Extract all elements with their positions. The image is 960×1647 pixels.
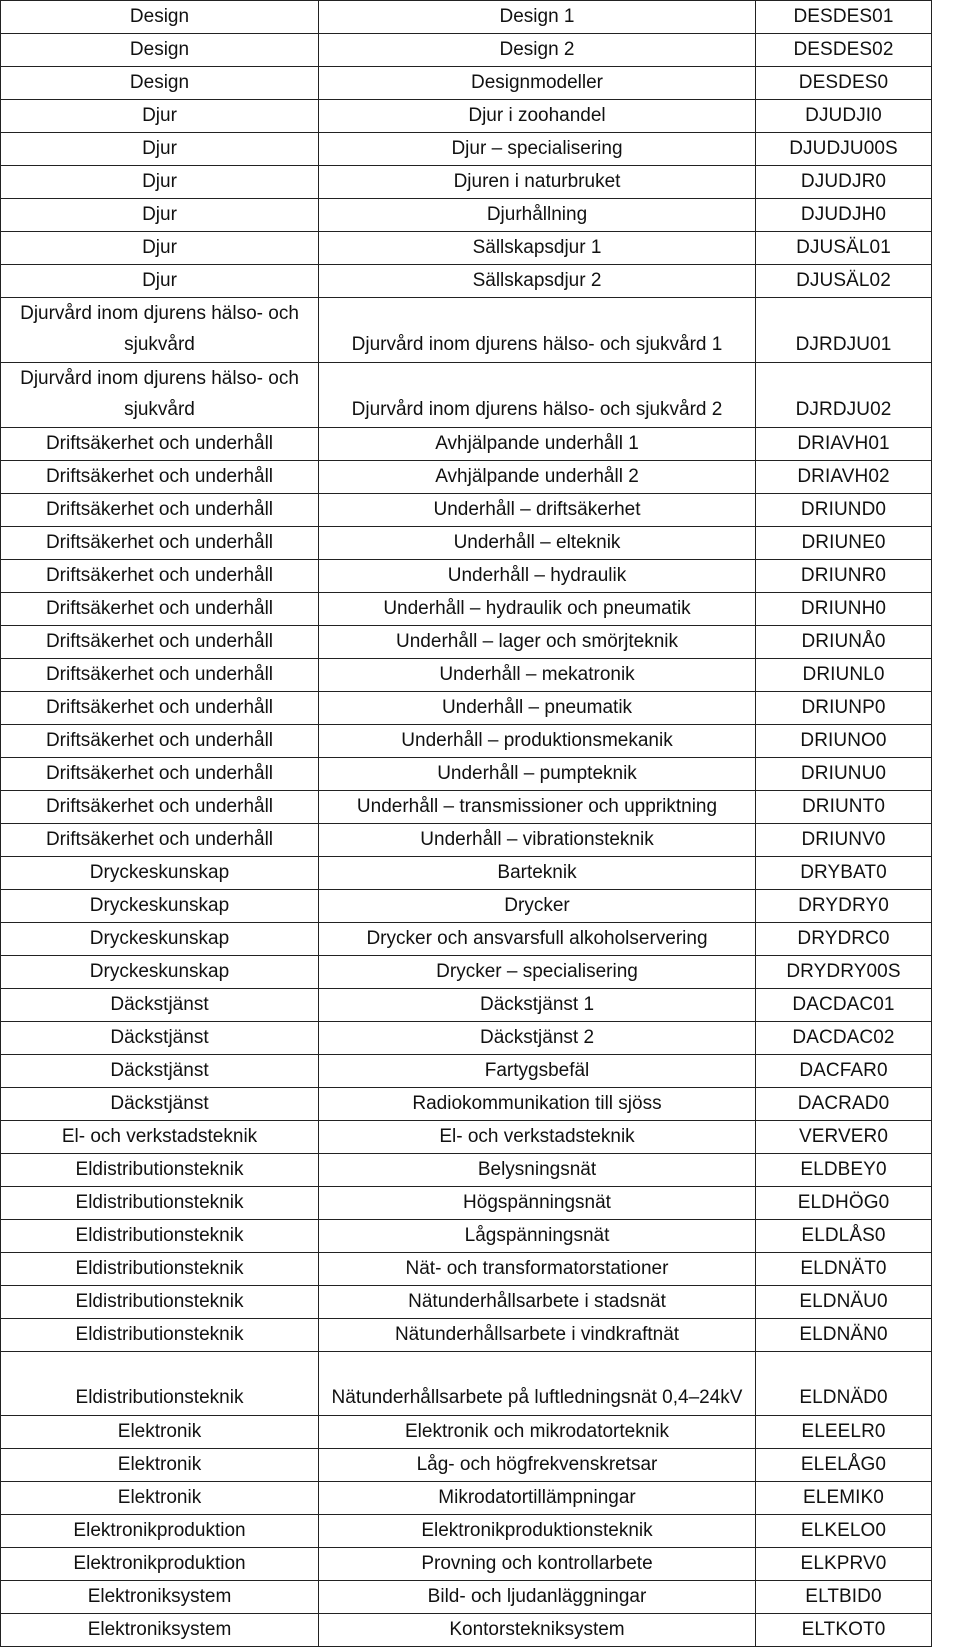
- code-cell: DJUSÄL02: [756, 265, 932, 298]
- code-cell: ELEELR0: [756, 1416, 932, 1449]
- course-cell: Sällskapsdjur 1: [319, 232, 756, 265]
- code-cell: DRYDRY0: [756, 890, 932, 923]
- code-cell: DRIUNP0: [756, 692, 932, 725]
- subject-cell: Djurvård inom djurens hälso- och sjukvård: [1, 363, 319, 428]
- code-cell: DJUDJR0: [756, 166, 932, 199]
- course-cell: Provning och kontrollarbete: [319, 1548, 756, 1581]
- code-cell: ELDNÄT0: [756, 1253, 932, 1286]
- course-cell: Nät- och transformatorstationer: [319, 1253, 756, 1286]
- course-cell: Radiokommunikation till sjöss: [319, 1088, 756, 1121]
- course-cell: Nätunderhållsarbete i vindkraftnät: [319, 1319, 756, 1352]
- table-row: [1, 560, 932, 593]
- table-row: [1, 232, 932, 265]
- course-cell: Belysningsnät: [319, 1154, 756, 1187]
- table-row: [1, 363, 932, 428]
- course-cell: Låg- och högfrekvenskretsar: [319, 1449, 756, 1482]
- code-cell: DACDAC02: [756, 1022, 932, 1055]
- subject-cell: Eldistributionsteknik: [1, 1352, 319, 1416]
- code-cell: DACRAD0: [756, 1088, 932, 1121]
- course-cell: Högspänningsnät: [319, 1187, 756, 1220]
- course-cell: El- och verkstadsteknik: [319, 1121, 756, 1154]
- subject-cell: Driftsäkerhet och underhåll: [1, 593, 319, 626]
- code-cell: DRIUNT0: [756, 791, 932, 824]
- code-cell: DJUDJU00S: [756, 133, 932, 166]
- course-cell: Djurhållning: [319, 199, 756, 232]
- subject-cell: Djur: [1, 199, 319, 232]
- subject-cell: Elektronikproduktion: [1, 1515, 319, 1548]
- code-cell: DRIAVH01: [756, 428, 932, 461]
- table-row: [1, 1416, 932, 1449]
- table-row: [1, 494, 932, 527]
- subject-cell: Driftsäkerhet och underhåll: [1, 626, 319, 659]
- course-table-body: [1, 1, 932, 1647]
- subject-cell: Driftsäkerhet och underhåll: [1, 725, 319, 758]
- code-cell: DRYBAT0: [756, 857, 932, 890]
- code-cell: DRIUNV0: [756, 824, 932, 857]
- table-row: [1, 1352, 932, 1416]
- subject-cell: Eldistributionsteknik: [1, 1187, 319, 1220]
- course-cell: Underhåll – lager och smörjteknik: [319, 626, 756, 659]
- table-row: [1, 1253, 932, 1286]
- course-cell: Mikrodatortillämpningar: [319, 1482, 756, 1515]
- code-cell: ELDNÄN0: [756, 1319, 932, 1352]
- subject-cell: Eldistributionsteknik: [1, 1220, 319, 1253]
- code-cell: DRIUNU0: [756, 758, 932, 791]
- course-cell: Däckstjänst 2: [319, 1022, 756, 1055]
- table-row: [1, 100, 932, 133]
- table-row: [1, 1154, 932, 1187]
- subject-cell: Eldistributionsteknik: [1, 1253, 319, 1286]
- table-row: [1, 1, 932, 34]
- table-row: [1, 133, 932, 166]
- course-cell: Djuren i naturbruket: [319, 166, 756, 199]
- course-cell: Designmodeller: [319, 67, 756, 100]
- table-row: [1, 1187, 932, 1220]
- course-cell: Sällskapsdjur 2: [319, 265, 756, 298]
- table-row: [1, 34, 932, 67]
- table-row: [1, 1449, 932, 1482]
- subject-cell: Däckstjänst: [1, 989, 319, 1022]
- code-cell: VERVER0: [756, 1121, 932, 1154]
- table-row: [1, 166, 932, 199]
- code-cell: DRIUND0: [756, 494, 932, 527]
- code-cell: DRIUNO0: [756, 725, 932, 758]
- table-row: [1, 298, 932, 363]
- course-cell: Design 2: [319, 34, 756, 67]
- subject-cell: El- och verkstadsteknik: [1, 1121, 319, 1154]
- course-cell: Däckstjänst 1: [319, 989, 756, 1022]
- code-cell: DESDES0: [756, 67, 932, 100]
- table-row: [1, 1515, 932, 1548]
- subject-cell: Dryckeskunskap: [1, 857, 319, 890]
- table-row: [1, 527, 932, 560]
- table-row: [1, 659, 932, 692]
- table-row: [1, 890, 932, 923]
- course-cell: Bild- och ljudanläggningar: [319, 1581, 756, 1614]
- course-cell: Djur i zoohandel: [319, 100, 756, 133]
- table-row: [1, 1614, 932, 1647]
- table-row: [1, 67, 932, 100]
- subject-cell: Däckstjänst: [1, 1088, 319, 1121]
- table-row: [1, 1286, 932, 1319]
- code-cell: ELDBEY0: [756, 1154, 932, 1187]
- subject-cell: Elektronik: [1, 1449, 319, 1482]
- subject-cell: Driftsäkerhet och underhåll: [1, 824, 319, 857]
- course-cell: Drycker och ansvarsfull alkoholservering: [319, 923, 756, 956]
- subject-cell: Eldistributionsteknik: [1, 1286, 319, 1319]
- subject-cell: Driftsäkerhet och underhåll: [1, 527, 319, 560]
- table-row: [1, 626, 932, 659]
- code-cell: DJRDJU01: [756, 298, 932, 363]
- subject-cell: Dryckeskunskap: [1, 890, 319, 923]
- table-row: [1, 428, 932, 461]
- subject-cell: Elektronik: [1, 1416, 319, 1449]
- course-cell: Underhåll – pumpteknik: [319, 758, 756, 791]
- table-row: [1, 791, 932, 824]
- subject-cell: Driftsäkerhet och underhåll: [1, 494, 319, 527]
- code-cell: DRIUNL0: [756, 659, 932, 692]
- subject-cell: Driftsäkerhet och underhåll: [1, 692, 319, 725]
- code-cell: DJUSÄL01: [756, 232, 932, 265]
- table-row: [1, 758, 932, 791]
- table-row: [1, 725, 932, 758]
- course-cell: Drycker – specialisering: [319, 956, 756, 989]
- table-row: [1, 1121, 932, 1154]
- code-cell: ELTKOT0: [756, 1614, 932, 1647]
- course-cell: Nätunderhållsarbete på luftledningsnät 0,4–24kV: [319, 1352, 756, 1416]
- table-row: [1, 1055, 932, 1088]
- subject-cell: Djur: [1, 166, 319, 199]
- course-cell: Djurvård inom djurens hälso- och sjukvård 2: [319, 363, 756, 428]
- subject-cell: Driftsäkerhet och underhåll: [1, 461, 319, 494]
- table-row: [1, 1220, 932, 1253]
- table-row: [1, 956, 932, 989]
- course-cell: Underhåll – hydraulik: [319, 560, 756, 593]
- table-row: [1, 857, 932, 890]
- code-cell: ELDNÄD0: [756, 1352, 932, 1416]
- code-cell: DRIUNÅ0: [756, 626, 932, 659]
- subject-cell: Design: [1, 34, 319, 67]
- course-cell: Underhåll – elteknik: [319, 527, 756, 560]
- course-cell: Lågspänningsnät: [319, 1220, 756, 1253]
- subject-cell: Djur: [1, 133, 319, 166]
- code-cell: DACFAR0: [756, 1055, 932, 1088]
- code-cell: ELKELO0: [756, 1515, 932, 1548]
- course-cell: Elektronikproduktionsteknik: [319, 1515, 756, 1548]
- code-cell: DRYDRY00S: [756, 956, 932, 989]
- subject-cell: Design: [1, 67, 319, 100]
- code-cell: DRYDRC0: [756, 923, 932, 956]
- subject-cell: Elektroniksystem: [1, 1614, 319, 1647]
- table-row: [1, 824, 932, 857]
- code-cell: DRIUNR0: [756, 560, 932, 593]
- subject-cell: Design: [1, 1, 319, 34]
- table-row: [1, 593, 932, 626]
- code-cell: DRIUNH0: [756, 593, 932, 626]
- course-cell: Djurvård inom djurens hälso- och sjukvård 1: [319, 298, 756, 363]
- table-row: [1, 1548, 932, 1581]
- subject-cell: Däckstjänst: [1, 1022, 319, 1055]
- subject-cell: Djur: [1, 232, 319, 265]
- subject-cell: Elektroniksystem: [1, 1581, 319, 1614]
- code-cell: ELDNÄU0: [756, 1286, 932, 1319]
- table-row: [1, 692, 932, 725]
- course-cell: Avhjälpande underhåll 1: [319, 428, 756, 461]
- code-cell: DJUDJI0: [756, 100, 932, 133]
- subject-cell: Driftsäkerhet och underhåll: [1, 428, 319, 461]
- table-row: [1, 1022, 932, 1055]
- course-cell: Underhåll – pneumatik: [319, 692, 756, 725]
- code-cell: ELDHÖG0: [756, 1187, 932, 1220]
- table-row: [1, 265, 932, 298]
- code-cell: DJRDJU02: [756, 363, 932, 428]
- course-cell: Underhåll – transmissioner och uppriktning: [319, 791, 756, 824]
- course-cell: Elektronik och mikrodatorteknik: [319, 1416, 756, 1449]
- subject-cell: Djurvård inom djurens hälso- och sjukvård: [1, 298, 319, 363]
- subject-cell: Eldistributionsteknik: [1, 1319, 319, 1352]
- table-row: [1, 1482, 932, 1515]
- code-cell: DACDAC01: [756, 989, 932, 1022]
- subject-cell: Driftsäkerhet och underhåll: [1, 659, 319, 692]
- course-cell: Barteknik: [319, 857, 756, 890]
- subject-cell: Driftsäkerhet och underhåll: [1, 791, 319, 824]
- subject-cell: Dryckeskunskap: [1, 956, 319, 989]
- table-row: [1, 1319, 932, 1352]
- subject-cell: Eldistributionsteknik: [1, 1154, 319, 1187]
- course-cell: Kontorstekniksystem: [319, 1614, 756, 1647]
- subject-cell: Däckstjänst: [1, 1055, 319, 1088]
- course-cell: Underhåll – hydraulik och pneumatik: [319, 593, 756, 626]
- code-cell: DESDES01: [756, 1, 932, 34]
- subject-cell: Driftsäkerhet och underhåll: [1, 560, 319, 593]
- course-cell: Underhåll – mekatronik: [319, 659, 756, 692]
- course-cell: Avhjälpande underhåll 2: [319, 461, 756, 494]
- course-cell: Drycker: [319, 890, 756, 923]
- course-cell: Nätunderhållsarbete i stadsnät: [319, 1286, 756, 1319]
- course-cell: Underhåll – vibrationsteknik: [319, 824, 756, 857]
- code-cell: DJUDJH0: [756, 199, 932, 232]
- course-cell: Djur – specialisering: [319, 133, 756, 166]
- table-row: [1, 461, 932, 494]
- subject-cell: Djur: [1, 265, 319, 298]
- subject-cell: Elektronik: [1, 1482, 319, 1515]
- code-cell: DESDES02: [756, 34, 932, 67]
- course-cell: Design 1: [319, 1, 756, 34]
- code-cell: ELDLÅS0: [756, 1220, 932, 1253]
- table-row: [1, 989, 932, 1022]
- course-cell: Underhåll – produktionsmekanik: [319, 725, 756, 758]
- code-cell: ELTBID0: [756, 1581, 932, 1614]
- subject-cell: Djur: [1, 100, 319, 133]
- table-row: [1, 1581, 932, 1614]
- table-row: [1, 199, 932, 232]
- course-cell: Fartygsbefäl: [319, 1055, 756, 1088]
- code-cell: ELELÅG0: [756, 1449, 932, 1482]
- subject-cell: Dryckeskunskap: [1, 923, 319, 956]
- subject-cell: Elektronikproduktion: [1, 1548, 319, 1581]
- code-cell: ELEMIK0: [756, 1482, 932, 1515]
- course-cell: Underhåll – driftsäkerhet: [319, 494, 756, 527]
- code-cell: DRIUNE0: [756, 527, 932, 560]
- code-cell: DRIAVH02: [756, 461, 932, 494]
- subject-cell: Driftsäkerhet och underhåll: [1, 758, 319, 791]
- table-row: [1, 923, 932, 956]
- table-row: [1, 1088, 932, 1121]
- code-cell: ELKPRV0: [756, 1548, 932, 1581]
